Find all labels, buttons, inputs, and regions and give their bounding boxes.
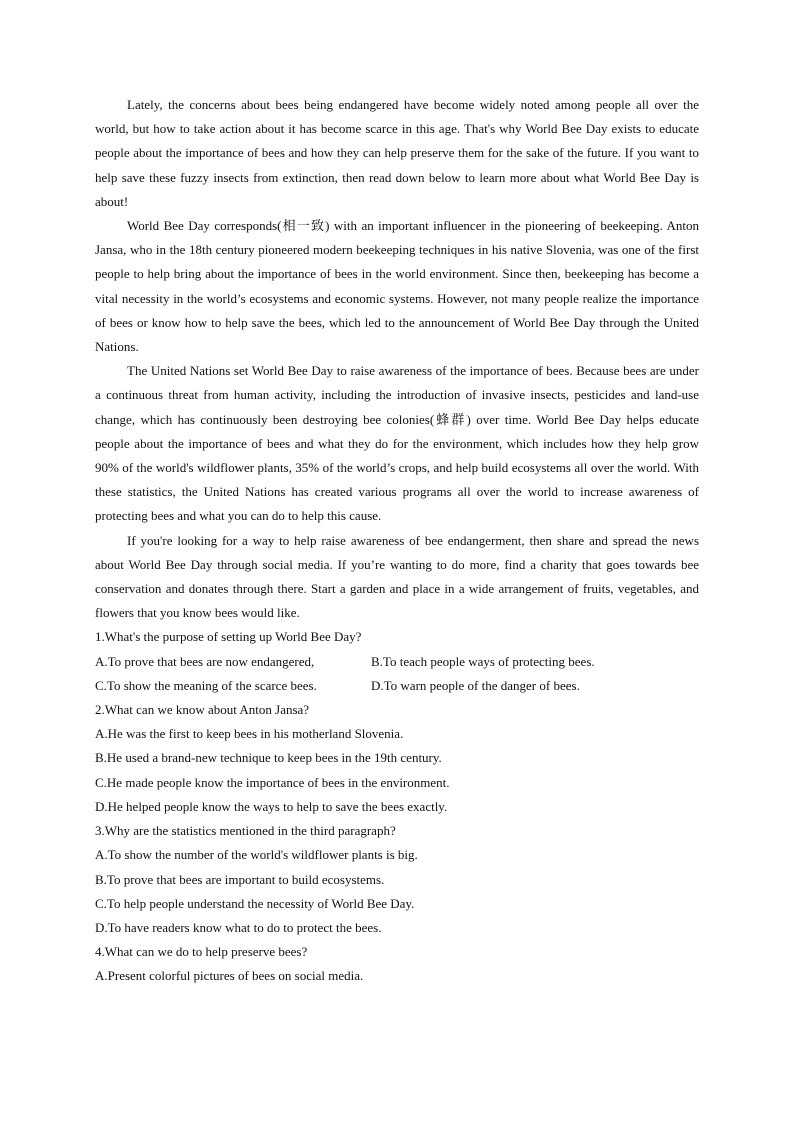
question-stem: 4.What can we do to help preserve bees? <box>95 944 308 960</box>
passage-paragraph-3: The United Nations set World Bee Day to raise awareness of the importance of bees. Because bees are under a continuous threat from human activity, including the introduction of invasive insects, pesticides and land-use change, which has continuously been destroying bee colonies(蜂群) over time. World Bee Day helps educate people about the importance of bees and what they do for the environment, which includes how they help grow 90% of the world's wildflower plants, 35% of the world’s crops, and help build ecosystems all over the world. With these statistics, the United Nations has created various programs all over the world to increase awareness of protecting bees and what you can do to help this cause. <box>95 363 699 524</box>
option-row <box>95 650 699 674</box>
passage <box>95 93 699 625</box>
option-c: C.To help people understand the necessity of World Bee Day. <box>95 895 415 911</box>
question-4 <box>95 940 699 988</box>
option-b: B.To teach people ways of protecting bees. <box>371 653 595 669</box>
question-stem: 3.Why are the statistics mentioned in the third paragraph? <box>95 823 396 839</box>
option-a: A.Present colorful pictures of bees on social media. <box>95 968 364 984</box>
question-2 <box>95 698 699 819</box>
option-a: A.He was the first to keep bees in his motherland Slovenia. <box>95 726 404 742</box>
question-stem: 1.What's the purpose of setting up World Bee Day? <box>95 629 362 645</box>
document-page <box>95 93 699 989</box>
option-d: D.To warn people of the danger of bees. <box>371 677 580 693</box>
question-3 <box>95 819 699 940</box>
option-c: C.He made people know the importance of bees in the environment. <box>95 774 450 790</box>
question-1 <box>95 625 699 698</box>
option-d: D.To have readers know what to do to protect the bees. <box>95 919 382 935</box>
option-a: A.To show the number of the world's wildflower plants is big. <box>95 847 418 863</box>
option-a: A.To prove that bees are now endangered, <box>95 653 315 669</box>
option-c: C.To show the meaning of the scarce bees. <box>95 677 317 693</box>
passage-paragraph-4: If you're looking for a way to help raise awareness of bee endangerment, then share and spread the news about World Bee Day through social media. If you’re wanting to do more, find a charity that goes towards bee conservation and donates through there. Start a garden and place in a wide arrangement of fruits, vegetables, and flowers that you know bees would like. <box>95 532 699 621</box>
option-b: B.To prove that bees are important to build ecosystems. <box>95 871 385 887</box>
passage-paragraph-2: World Bee Day corresponds(相一致) with an important influencer in the pioneering of beekeeping. Anton Jansa, who in the 18th century pioneered modern beekeeping techniques in his native Slovenia, was one of the first people to help bring about the importance of bees in the world environment. Since then, beekeeping has become a vital necessity in the world’s ecosystems and economic systems. However, not many people realize the importance of bees or know how to help save the bees, which led to the announcement of World Bee Day through the United Nations. <box>95 218 699 355</box>
questions <box>95 625 699 988</box>
question-stem: 2.What can we know about Anton Jansa? <box>95 702 310 718</box>
option-row <box>95 674 699 698</box>
option-b: B.He used a brand-new technique to keep bees in the 19th century. <box>95 750 442 766</box>
option-d: D.He helped people know the ways to help to save the bees exactly. <box>95 798 448 814</box>
passage-paragraph-1: Lately, the concerns about bees being endangered have become widely noted among people all over the world, but how to take action about it has become scarce in this age. That's why World Bee Day exists to educate people about the importance of bees and how they can help preserve them for the sake of the future. If you want to help save these fuzzy insects from extinction, then read down below to learn more about what World Bee Day is about! <box>95 97 699 209</box>
